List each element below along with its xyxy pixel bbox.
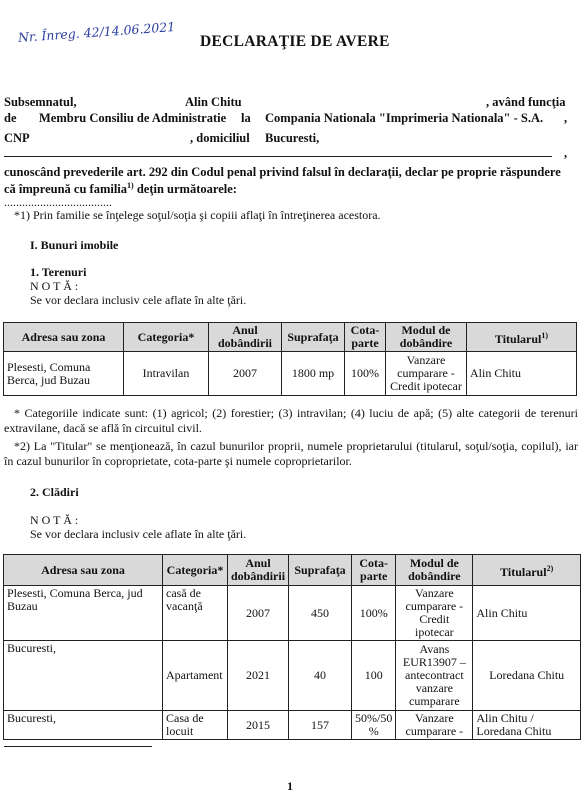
cell-modul: Vanzare cumparare - (396, 711, 473, 740)
col-categoria: Categoria* (124, 323, 209, 352)
functia-value: Membru Consiliu de Administratie (39, 111, 227, 125)
cell-modul: Avans EUR13907 – antecontract vanzare cumparare (396, 641, 473, 711)
note-titular: *2) La "Titular" se menţionează, în cazul bunurilor proprii, numele proprietarului (titularul, soţul/soţia, copilul), iar în cazul bunurilor în coproprietate, cota-parte şi numele coproprietarilor. (4, 439, 578, 468)
de-label: de (4, 111, 17, 125)
subsemnatul-label: Subsemnatul, (4, 95, 77, 109)
cell-anul: 2007 (209, 352, 282, 396)
cell-modul: Vanzare cumparare - Credit ipotecar (396, 586, 473, 641)
col-titular-sup: 1) (541, 330, 549, 340)
section-bunuri-imobile: I. Bunuri imobile (30, 238, 119, 252)
col-suprafata: Suprafaţa (289, 555, 352, 586)
cell-categoria: casă de vacanţă (163, 586, 228, 641)
institutia-value: Compania Nationala "Imprimeria Nationala" - S.A. (265, 111, 544, 125)
footnote-familie: *1) Prin familie se înţelege soţul/soţia şi copiii aflaţi în întreţinerea acestora. (14, 208, 381, 222)
cladiri-table (3, 554, 581, 740)
col-cota: Cota-parte (345, 323, 386, 352)
cell-titular: Alin Chitu (467, 352, 577, 396)
cunoscand-text-b: deţin următoarele: (133, 182, 237, 197)
domiciliu-oras: Bucuresti, (265, 131, 320, 145)
col-titular (467, 323, 577, 352)
dotted-line: .................................... (4, 195, 112, 209)
avand-functia-label: , având funcţia (486, 95, 566, 109)
cladiri-heading: 2. Clădiri (30, 485, 79, 499)
note-categorii: * Categoriile indicate sunt: (1) agricol; (2) forestier; (3) intravilan; (4) luciu de apă; (5) alte categorii de terenuri extravilane, dacă se află în circuitul civil. (4, 406, 578, 435)
cell-categoria: Casa de locuit (163, 711, 228, 740)
table-row (4, 586, 581, 641)
comma-2: , (564, 146, 568, 160)
col-adresa: Adresa sau zona (4, 555, 163, 586)
terenuri-table (3, 322, 577, 396)
col-modul: Modul de dobândire (396, 555, 473, 586)
col-anul: Anul dobândirii (228, 555, 289, 586)
cunoscand-sup: 1) (127, 181, 134, 190)
col-titular (473, 555, 581, 586)
table-row (4, 641, 581, 711)
cell-adresa: Bucuresti, (4, 711, 163, 740)
cell-adresa: Plesesti, Comuna Berca, jud Buzau (4, 352, 124, 396)
table-row (4, 352, 577, 396)
col-suprafata: Suprafaţa (282, 323, 345, 352)
cell-suprafata: 1800 mp (282, 352, 345, 396)
cunoscand-text-a: că împreună cu familia (4, 182, 128, 197)
cell-anul: 2015 (228, 711, 289, 740)
la-label: la (241, 111, 251, 125)
cladiri-nota-text: Se vor declara inclusiv cele aflate în alte ţări. (30, 527, 247, 541)
cell-titular: Alin Chitu (473, 586, 581, 641)
cladiri-header-row (4, 555, 581, 586)
handwritten-registration-number: Nr. Înreg. 42/14.06.2021 (17, 19, 176, 45)
cell-modul: Vanzare cumparare - Credit ipotecar (386, 352, 467, 396)
col-categoria: Categoria* (163, 555, 228, 586)
domiciliul-label: , domiciliul (190, 131, 250, 145)
cunoscand-line-1: cunoscând prevederile art. 292 din Codul penal privind falsul în declaraţii, declar pe proprie răspundere (4, 165, 561, 179)
cell-anul: 2007 (228, 586, 289, 641)
cell-adresa: Plesesti, Comuna Berca, jud Buzau (4, 586, 163, 641)
col-titular-sup: 2) (546, 563, 554, 573)
cell-categoria: Apartament (163, 641, 228, 711)
cladiri-nota-label: N O T Ă : (30, 513, 79, 527)
cell-cota: 50%/50 % (352, 711, 396, 740)
declarant-name: Alin Chitu (185, 95, 242, 109)
cell-categoria: Intravilan (124, 352, 209, 396)
document-title: DECLARAŢIE DE AVERE (200, 33, 390, 50)
terenuri-heading: 1. Terenuri (30, 265, 87, 279)
cell-cota: 100 (352, 641, 396, 711)
cell-titular: Alin Chitu / Loredana Chitu (473, 711, 581, 740)
table-row (4, 711, 581, 740)
cell-adresa: Bucuresti, (4, 641, 163, 711)
cell-anul: 2021 (228, 641, 289, 711)
col-anul: Anul dobândirii (209, 323, 282, 352)
col-titular-label: Titularul (494, 331, 542, 346)
cell-suprafata: 450 (289, 586, 352, 641)
terenuri-nota-text: Se vor declara inclusiv cele aflate în alte ţări. (30, 293, 247, 307)
col-cota: Cota-parte (352, 555, 396, 586)
terenuri-nota-label: N O T Ă : (30, 279, 79, 293)
cell-suprafata: 40 (289, 641, 352, 711)
cnp-label: CNP (4, 131, 30, 145)
cell-titular: Loredana Chitu (473, 641, 581, 711)
comma-1: , (564, 111, 568, 125)
col-adresa: Adresa sau zona (4, 323, 124, 352)
cell-cota: 100% (352, 586, 396, 641)
cell-suprafata: 157 (289, 711, 352, 740)
page-number: 1 (287, 779, 293, 793)
col-titular-label: Titularul (500, 564, 547, 579)
cell-cota: 100% (345, 352, 386, 396)
domiciliu-underline (4, 156, 552, 157)
terenuri-header-row (4, 323, 577, 352)
col-modul: Modul de dobândire (386, 323, 467, 352)
footnote-separator (4, 746, 152, 747)
